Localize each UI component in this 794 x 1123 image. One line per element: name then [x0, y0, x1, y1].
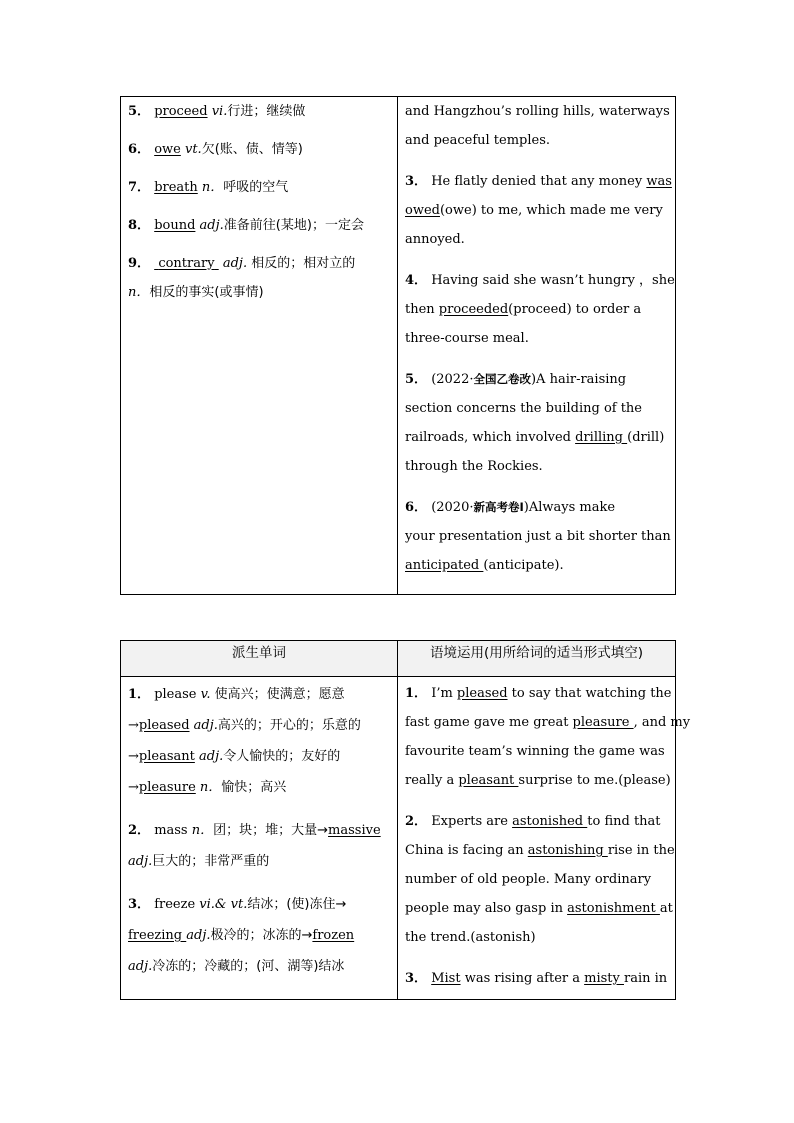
derived-item-2: 2． mass n．团；块；堆；大量→massive	[128, 823, 381, 838]
usage-2-line: the trend.(astonish)	[405, 930, 536, 945]
word-item-6: 6． owe vt.欠(账、债、情等)	[128, 142, 303, 157]
context-usage-cell	[398, 677, 691, 1000]
sentence-6-line: anticipated (anticipate).	[405, 558, 564, 573]
sentence-5-line: railroads, which involved drilling (drill)	[405, 430, 665, 445]
usage-2-line: China is facing an astonishing rise in the	[405, 843, 675, 858]
derived-item-2-line: adj.巨大的；非常严重的	[128, 854, 270, 869]
sentence-6-line: your presentation just a bit shorter than	[405, 529, 671, 544]
answer-blank[interactable]: owed	[405, 203, 440, 218]
sentence-6: 6． (2020·新高考卷Ⅰ)Always make	[405, 500, 616, 515]
derived-item-3-line: freezing adj.极冷的；冰冻的→frozen	[128, 928, 355, 943]
answer-blank[interactable]: astonishing	[527, 843, 608, 858]
source-tag: 全国乙卷改	[473, 372, 531, 386]
answer-blank[interactable]: was	[646, 174, 672, 189]
usage-2-line: people may also gasp in astonishment at	[405, 901, 673, 916]
answer-blank[interactable]: pleasure	[572, 715, 634, 730]
sentence-2-line: and Hangzhou’s rolling hills, waterways	[405, 104, 670, 119]
sentence-cell	[398, 97, 676, 595]
derived-item-3-line: adj.冷冻的；冷藏的；(河、湖等)结冰	[128, 959, 345, 974]
sentence-3-line: annoyed.	[405, 232, 465, 247]
answer-blank[interactable]: astonished	[512, 814, 588, 829]
answer-blank[interactable]: pleased	[456, 686, 508, 701]
header-context-usage: 语境运用(用所给词的适当形式填空)	[398, 641, 676, 677]
usage-1: 1． I’m pleased to say that watching the	[405, 686, 672, 701]
word-item-9-cont: n．相反的事实(或事情)	[128, 285, 264, 300]
answer-blank[interactable]: misty	[584, 971, 624, 986]
answer-blank[interactable]: proceeded	[438, 302, 509, 317]
sentence-2-line: and peaceful temples.	[405, 133, 551, 148]
answer-blank[interactable]: anticipated	[405, 558, 484, 573]
answer-blank[interactable]: drilling	[575, 430, 628, 445]
usage-1-line: fast game gave me great pleasure , and my	[405, 715, 691, 730]
usage-3: 3． Mist was rising after a misty rain in	[405, 971, 668, 986]
derived-item-1-line: →pleased adj.高兴的；开心的；乐意的	[128, 718, 361, 733]
vocab-table-1	[120, 96, 676, 595]
derived-item-1-line: →pleasure n．愉快；高兴	[128, 780, 287, 795]
sentence-5-line: through the Rockies.	[405, 459, 543, 474]
usage-2-line: number of old people. Many ordinary	[405, 872, 652, 887]
derived-item-1: 1． please v. 使高兴；使满意；愿意	[128, 687, 345, 702]
answer-blank[interactable]: Mist	[431, 971, 461, 986]
vocab-table-2	[120, 640, 691, 1000]
answer-blank[interactable]: astonishment	[567, 901, 660, 916]
usage-2: 2． Experts are astonished to find that	[405, 814, 661, 829]
sentence-5: 5． (2022·全国乙卷改)A hair-raising	[405, 372, 627, 387]
header-derived-words: 派生单词	[121, 641, 398, 677]
word-list-cell	[121, 97, 398, 595]
usage-1-line: really a pleasant surprise to me.(please)	[405, 773, 671, 788]
word-item-9: 9． contrary adj. 相反的；相对立的	[128, 256, 356, 271]
word-item-7: 7． breath n．呼吸的空气	[128, 180, 289, 195]
word-item-8: 8． bound adj.准备前往(某地)；一定会	[128, 218, 364, 233]
usage-1-line: favourite team’s winning the game was	[405, 744, 665, 759]
word-item-5: 5． proceed vi.行进；继续做	[128, 104, 306, 119]
sentence-5-line: section concerns the building of the	[405, 401, 643, 416]
sentence-3: 3． He flatly denied that any money was	[405, 174, 672, 189]
sentence-3-line: owed(owe) to me, which made me very	[405, 203, 663, 218]
derived-item-1-line: →pleasant adj.令人愉快的；友好的	[128, 749, 341, 764]
answer-blank[interactable]: pleasant	[458, 773, 519, 788]
derived-item-3: 3． freeze vi.& vt.结冰；(使)冻住→	[128, 897, 347, 912]
sentence-4-line: then proceeded(proceed) to order a	[405, 302, 642, 317]
source-tag: 新高考卷Ⅰ	[473, 500, 524, 514]
sentence-4-line: three-course meal.	[405, 331, 529, 346]
sentence-4: 4． Having said she wasn’t hungry ，she	[405, 273, 675, 288]
derived-words-cell	[121, 677, 398, 1000]
